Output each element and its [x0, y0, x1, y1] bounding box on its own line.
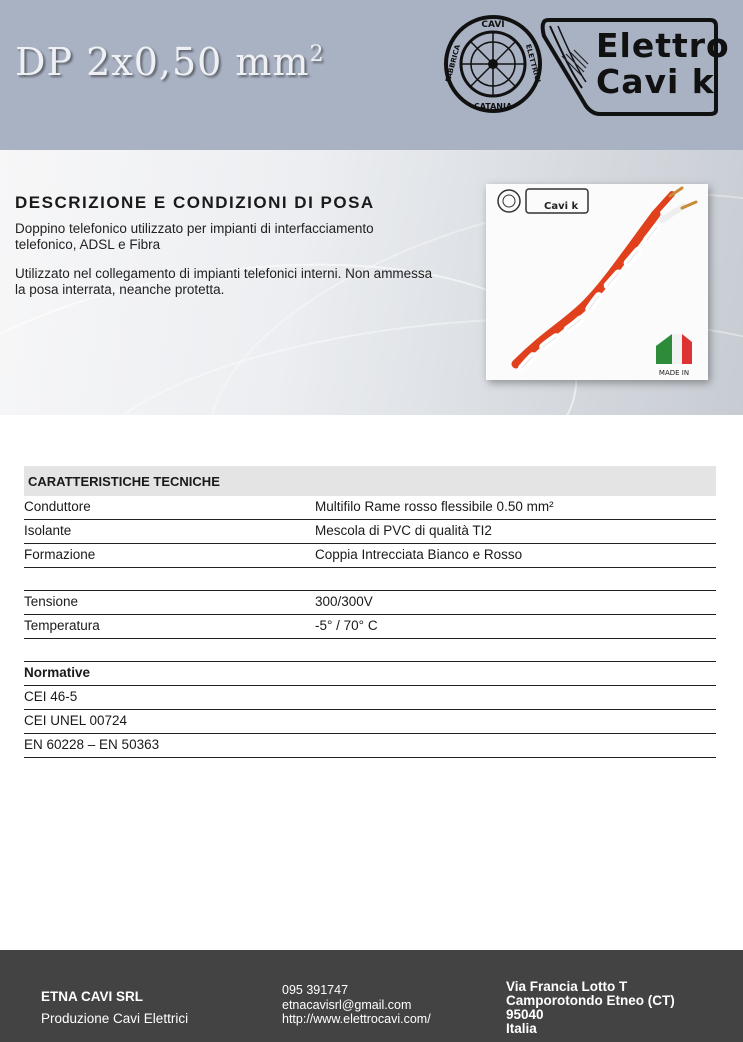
table-row: Formazione Coppia Intrecciata Bianco e Rosso: [24, 547, 523, 562]
norm-row: CEI 46-5: [24, 689, 78, 704]
norm-row: EN 60228 – EN 50363: [24, 737, 160, 752]
footer-address: Via Francia Lotto T Camporotondo Etneo (CT) 95040 Italia: [506, 979, 675, 1036]
description-paragraph-1: Doppino telefonico utilizzato per impianti di interfacciamento telefonico, ADSL e Fibra: [15, 221, 374, 252]
description-banner: [0, 150, 743, 415]
svg-text:CATANIA: CATANIA: [473, 102, 513, 111]
table-row: Isolante Mescola di PVC di qualità TI2: [24, 523, 492, 538]
norm-row: CEI UNEL 00724: [24, 713, 128, 728]
svg-text:Cavi k: Cavi k: [544, 201, 579, 212]
factory-seal-logo: [443, 14, 543, 114]
footer-website-link[interactable]: http://www.elettrocavi.com/: [282, 1012, 431, 1026]
svg-text:FABBRICA: FABBRICA: [444, 43, 462, 84]
footer: [0, 950, 743, 1042]
footer-contacts: [282, 983, 431, 1027]
table-row: Tensione 300/300V: [24, 594, 373, 609]
table-row: Conduttore Multifilo Rame rosso flessibile 0.50 mm²: [24, 499, 554, 514]
page-title: DP 2x0,50 $mm^2$: [15, 40, 325, 84]
footer-phone: 095 391747: [282, 983, 349, 997]
norms-heading: Normative: [24, 665, 91, 680]
specs-heading: CARATTERISTICHE TECNICHE: [24, 466, 716, 496]
svg-text:ELETTRICI: ELETTRICI: [523, 43, 542, 84]
footer-tagline: Produzione Cavi Elettrici: [41, 1011, 189, 1026]
table-row: Temperatura -5° / 70° C: [24, 618, 378, 633]
description-paragraph-2: Utilizzato nel collegamento di impianti telefonici interni. Non ammessa la posa interrata, neanche protetta.: [15, 266, 433, 297]
svg-text:CAVI: CAVI: [481, 20, 505, 30]
description-heading: DESCRIZIONE E CONDIZIONI DI POSA: [15, 193, 375, 212]
footer-email[interactable]: etnacavisrl@gmail.com: [282, 997, 412, 1012]
footer-company: ETNA CAVI SRL: [41, 989, 144, 1004]
cable-product-photo: [486, 184, 708, 380]
made-in-italy-badge: MADE IN: [658, 369, 690, 377]
header: [0, 0, 743, 150]
technical-specs-table: [24, 466, 716, 758]
brand-logo-text: Elettro Cavi k: [596, 26, 730, 101]
